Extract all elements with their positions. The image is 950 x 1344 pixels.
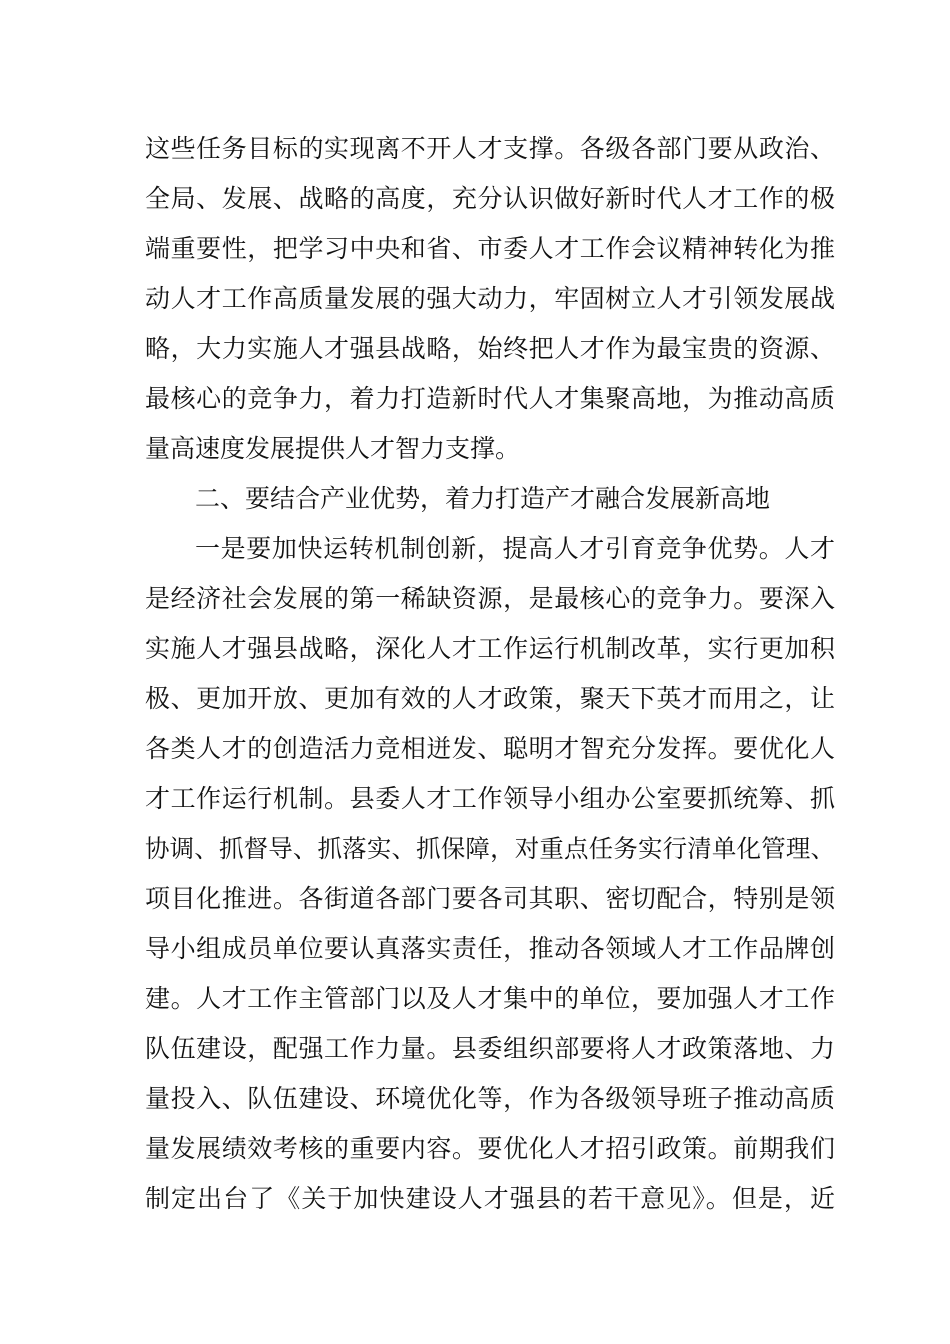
- text-line: 最核心的竞争力，着力打造新时代人才集聚高地，为推动高质: [145, 384, 835, 413]
- text-line: 队伍建设，配强工作力量。县委组织部要将人才政策落地、力: [145, 1034, 835, 1063]
- text-line: 全局、发展、战略的高度，充分认识做好新时代人才工作的极: [145, 184, 835, 213]
- text-line: 制定出台了《关于加快建设人才强县的若干意见》。但是，近: [145, 1184, 835, 1213]
- text-line: 动人才工作高质量发展的强大动力，牢固树立人才引领发展战: [145, 284, 835, 313]
- text-line: 量发展绩效考核的重要内容。要优化人才招引政策。前期我们: [145, 1134, 835, 1163]
- text-line: 是经济社会发展的第一稀缺资源，是最核心的竞争力。要深入: [145, 584, 835, 613]
- text-line: 这些任务目标的实现离不开人才支撑。各级各部门要从政治、: [145, 134, 835, 163]
- text-line: 略，大力实施人才强县战略，始终把人才作为最宝贵的资源、: [145, 334, 835, 363]
- text-line: 量投入、队伍建设、环境优化等，作为各级领导班子推动高质: [145, 1084, 835, 1113]
- text-line: 实施人才强县战略，深化人才工作运行机制改革，实行更加积: [145, 634, 835, 663]
- text-line: 导小组成员单位要认真落实责任，推动各领域人才工作品牌创: [145, 934, 835, 963]
- text-line: 极、更加开放、更加有效的人才政策，聚天下英才而用之，让: [145, 684, 835, 713]
- text-line: 建。人才工作主管部门以及人才集中的单位，要加强人才工作: [145, 984, 835, 1013]
- text-line: 一是要加快运转机制创新，提高人才引育竞争优势。人才: [195, 534, 835, 563]
- text-line: 协调、抓督导、抓落实、抓保障，对重点任务实行清单化管理、: [145, 834, 835, 863]
- text-line: 项目化推进。各街道各部门要各司其职、密切配合，特别是领: [145, 884, 835, 913]
- section-heading: 二、要结合产业优势，着力打造产才融合发展新高地: [195, 484, 771, 513]
- text-line: 量高速度发展提供人才智力支撑。: [145, 434, 521, 463]
- text-line: 端重要性，把学习中央和省、市委人才工作会议精神转化为推: [145, 234, 835, 263]
- text-line: 才工作运行机制。县委人才工作领导小组办公室要抓统筹、抓: [145, 784, 835, 813]
- text-line: 各类人才的创造活力竞相迸发、聪明才智充分发挥。要优化人: [145, 734, 835, 763]
